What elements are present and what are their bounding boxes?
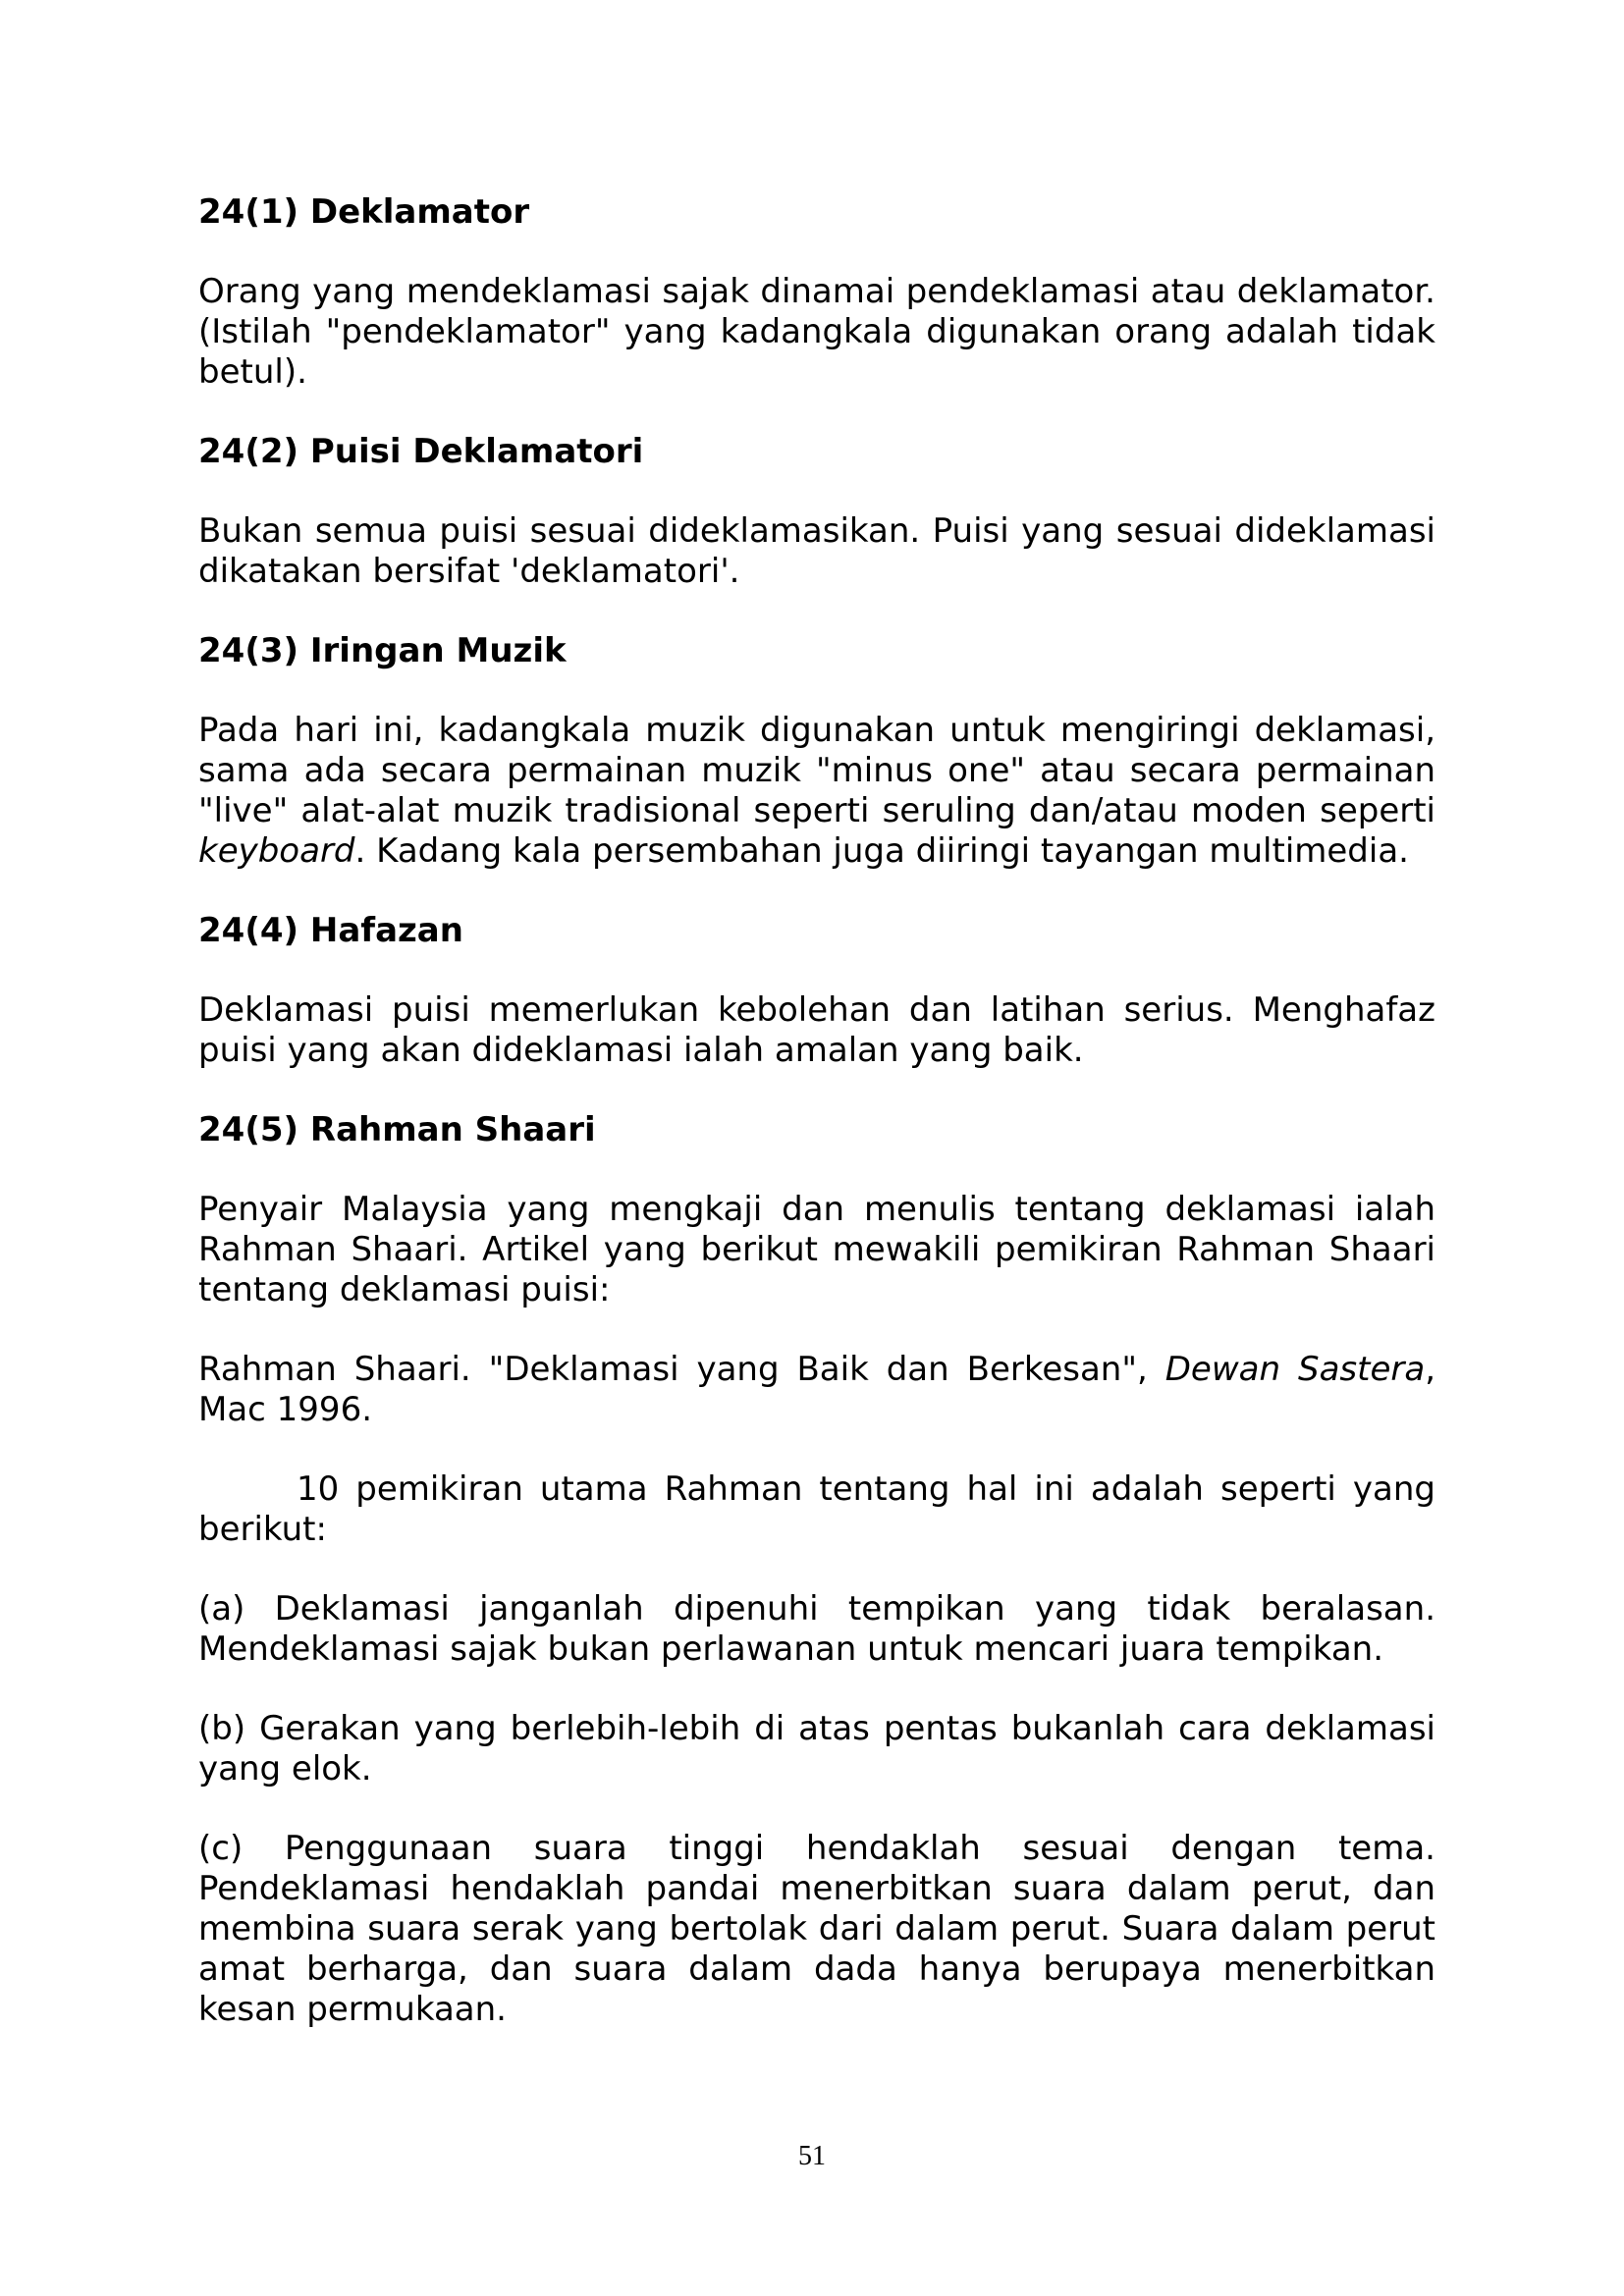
point-item: (c) Penggunaan suara tinggi hendaklah sesuai dengan tema. Pendeklamasi hendaklah pandai menerbitkan suara dalam perut, dan membina suara serak yang bertolak dari dalam perut. Suara dalam perut amat berharga, dan suara dalam dada hanya berupaya menerbitkan kesan permukaan. [198, 1829, 1435, 2029]
section-heading-rahman-shaari: 24(5) Rahman Shaari [198, 1110, 596, 1149]
points-intro: 10 pemikiran utama Rahman tentang hal ini adalah seperti yang berikut: [198, 1469, 1435, 1549]
section-heading-deklamator: 24(1) Deklamator [198, 192, 530, 232]
citation-journal: Dewan Sastera [1164, 1350, 1426, 1389]
section-body-rahman-shaari: Penyair Malaysia yang mengkaji dan menulis tentang deklamasi ialah Rahman Shaari. Artikel yang berikut mewakili pemikiran Rahman Shaari tentang deklamasi puisi: [198, 1190, 1435, 1309]
body-text: Pada hari ini, kadangkala muzik digunakan untuk mengiringi deklamasi, sama ada secara permainan muzik "minus one" atau secara permainan "live" alat-alat muzik tradisional seperti seruling dan/atau moden seperti [198, 711, 1435, 830]
document-page [198, 192, 1435, 2030]
point-item: (b) Gerakan yang berlebih-lebih di atas pentas bukanlah cara deklamasi yang elok. [198, 1709, 1435, 1789]
citation [198, 1350, 1435, 1430]
citation-text: , Mac 1996. [198, 1350, 1435, 1429]
section-body-iringan-muzik [198, 711, 1435, 872]
citation-text: Rahman Shaari. "Deklamasi yang Baik dan Berkesan", [198, 1350, 1165, 1389]
section-heading-puisi-deklamatori: 24(2) Puisi Deklamatori [198, 432, 644, 471]
section-body-deklamator: Orang yang mendeklamasi sajak dinamai pendeklamasi atau deklamator. (Istilah "pendeklamator" yang kadangkala digunakan orang adalah tidak betul). [198, 272, 1435, 392]
section-heading-hafazan: 24(4) Hafazan [198, 911, 463, 950]
body-text: . Kadang kala persembahan juga diiringi tayangan multimedia. [354, 831, 1409, 871]
section-heading-iringan-muzik: 24(3) Iringan Muzik [198, 631, 567, 670]
section-body-puisi-deklamatori: Bukan semua puisi sesuai dideklamasikan. Puisi yang sesuai dideklamasi dikatakan bersifat 'deklamatori'. [198, 511, 1435, 591]
point-item: (a) Deklamasi janganlah dipenuhi tempikan yang tidak beralasan. Mendeklamasi sajak bukan perlawanan untuk mencari juara tempikan. [198, 1589, 1435, 1669]
page-number: 51 [798, 2141, 826, 2171]
section-body-hafazan: Deklamasi puisi memerlukan kebolehan dan latihan serius. Menghafaz puisi yang akan dideklamasi ialah amalan yang baik. [198, 990, 1435, 1070]
body-italic-term: keyboard [198, 831, 355, 871]
